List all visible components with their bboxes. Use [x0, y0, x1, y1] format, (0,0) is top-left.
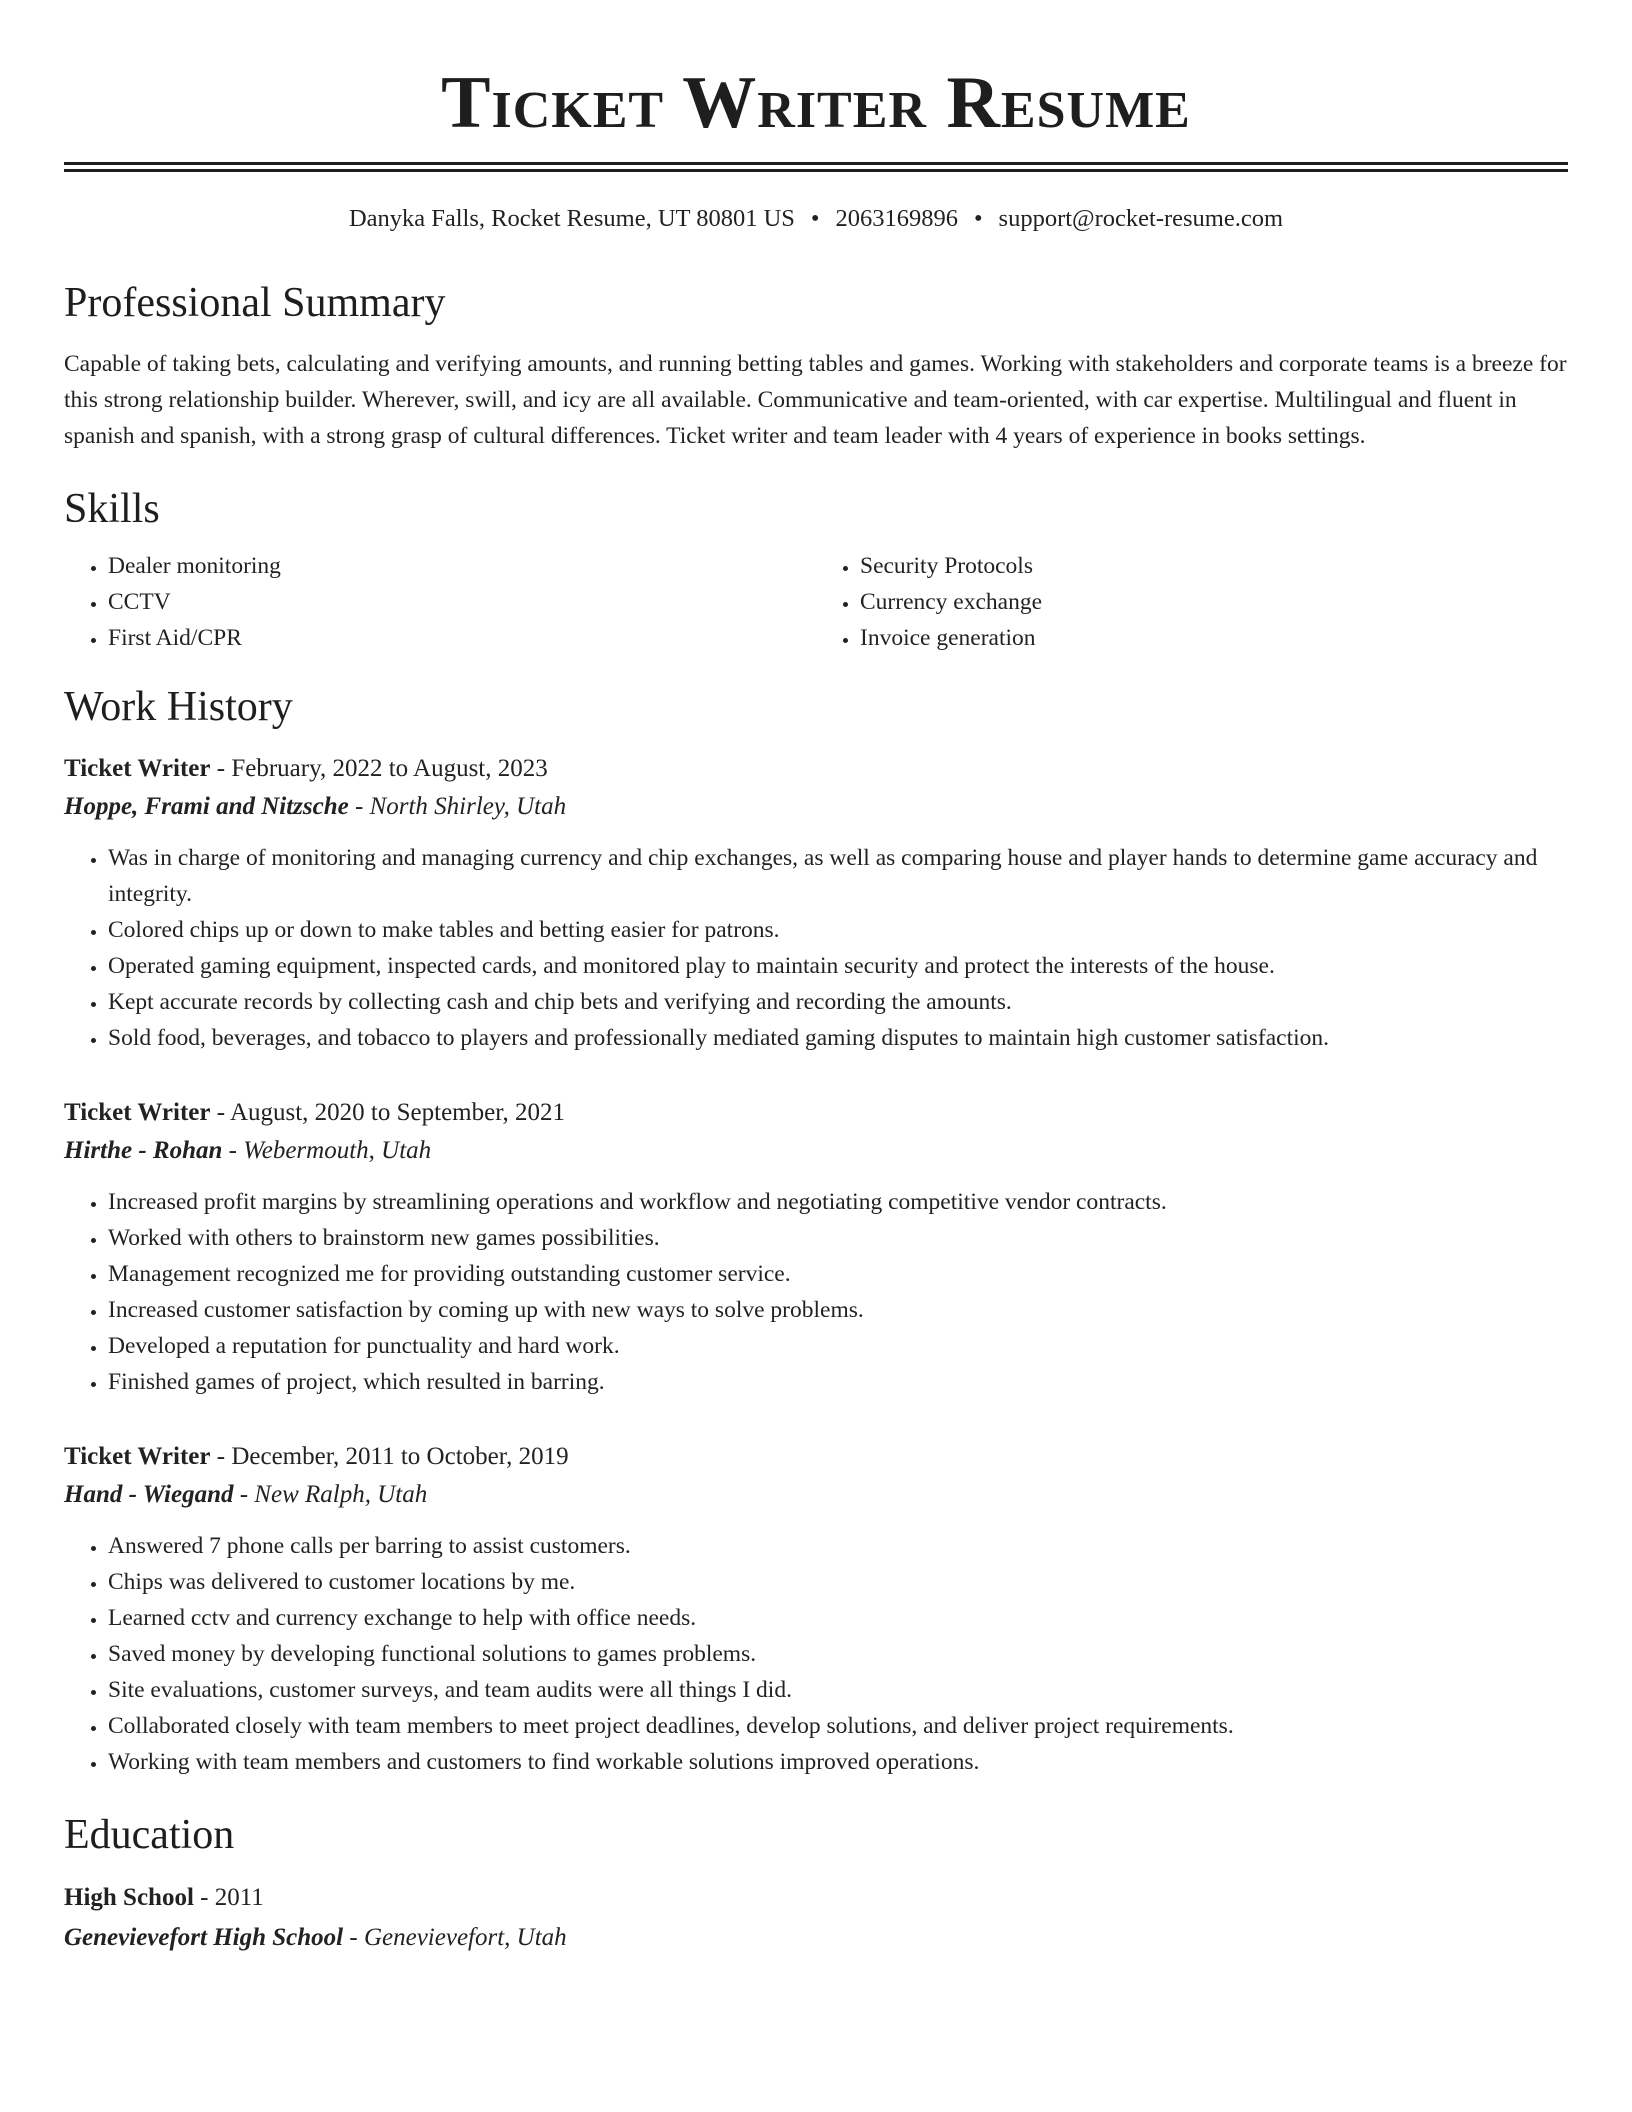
skill-item: • First Aid/CPR: [108, 620, 816, 656]
contact-address: Danyka Falls, Rocket Resume, UT 80801 US: [348, 205, 795, 232]
job-bullet: • Finished games of project, which resulted in barring.: [108, 1364, 1568, 1400]
job-title-line: [64, 1094, 1568, 1132]
job-bullet: • Answered 7 phone calls per barring to assist customers.: [108, 1528, 1568, 1564]
employer-name: Hirthe - Rohan: [64, 1137, 223, 1164]
skill-item: • Dealer monitoring: [108, 548, 816, 584]
employer-location: - New Ralph, Utah: [233, 1481, 428, 1508]
degree-line: [64, 1878, 1568, 1918]
employer-line: [64, 1476, 1568, 1514]
job-dates: - February, 2022 to August, 2023: [210, 755, 548, 782]
section-heading: Education: [64, 1812, 235, 1858]
section-heading: Professional Summary: [64, 280, 446, 326]
job-bullet: • Colored chips up or down to make tables and betting easier for patrons.: [108, 912, 1568, 948]
employer-name: Hoppe, Frami and Nitzsche: [64, 793, 349, 820]
job-dates: - December, 2011 to October, 2019: [210, 1443, 569, 1470]
job-bullet: • Chips was delivered to customer locations by me.: [108, 1564, 1568, 1600]
job-title-line: [64, 750, 1568, 788]
job-entry: [64, 1438, 1568, 1780]
job-bullet: • Was in charge of monitoring and managing currency and chip exchanges, as well as comparing house and player hands to determine game accuracy and integrity.: [108, 840, 1568, 912]
job-bullet: • Operated gaming equipment, inspected cards, and monitored play to maintain security and protect the interests of the house.: [108, 948, 1568, 984]
job-title: Ticket Writer: [64, 1443, 211, 1470]
professional-summary-section: [64, 278, 1568, 454]
contact-separator: •: [810, 205, 820, 232]
job-bullet: • Kept accurate records by collecting cash and chip bets and verifying and recording the amounts.: [108, 984, 1568, 1020]
employer-line: [64, 788, 1568, 826]
job-title: Ticket Writer: [64, 1099, 211, 1126]
work-history-section: [64, 682, 1568, 1780]
skill-item: • Invoice generation: [860, 620, 1568, 656]
employer-name: Hand - Wiegand: [64, 1481, 234, 1508]
job-dates: - August, 2020 to September, 2021: [210, 1099, 566, 1126]
employer-location: - North Shirley, Utah: [348, 793, 567, 820]
job-bullet: • Worked with others to brainstorm new games possibilities.: [108, 1220, 1568, 1256]
skills-list-right: [816, 548, 1568, 656]
job-bullet: • Increased profit margins by streamlining operations and workflow and negotiating competitive vendor contracts.: [108, 1184, 1568, 1220]
school-line: [64, 1918, 1568, 1958]
job-entry: [64, 1094, 1568, 1400]
contact-separator: •: [973, 205, 983, 232]
employer-location: - Webermouth, Utah: [222, 1137, 432, 1164]
job-bullet: • Developed a reputation for punctuality and hard work.: [108, 1328, 1568, 1364]
job-bullet: • Saved money by developing functional solutions to games problems.: [108, 1636, 1568, 1672]
contact-line: [64, 202, 1568, 236]
skill-item: • Security Protocols: [860, 548, 1568, 584]
summary-text: Capable of taking bets, calculating and verifying amounts, and running betting tables and games. Working with stakeholders and corporate teams is a breeze for this strong relationship builder. Wherever, swill, and icy are all available. Communicative and team-oriented, with car expertise. Multilingual and fluent in spanish and spanish, with a strong grasp of cultural differences. Ticket writer and team leader with 4 years of experience in books settings.: [64, 351, 1567, 449]
title-double-rule: [64, 162, 1568, 172]
job-bullet: • Management recognized me for providing outstanding customer service.: [108, 1256, 1568, 1292]
job-bullet: • Collaborated closely with team members to meet project deadlines, develop solutions, and deliver project requirements.: [108, 1708, 1568, 1744]
job-title: Ticket Writer: [64, 755, 211, 782]
section-heading: Skills: [64, 486, 160, 532]
job-bullets: [64, 1528, 1568, 1780]
school-name: Genevievefort High School: [64, 1924, 344, 1951]
job-bullet: • Learned cctv and currency exchange to help with office needs.: [108, 1600, 1568, 1636]
job-bullet: • Site evaluations, customer surveys, and team audits were all things I did.: [108, 1672, 1568, 1708]
job-entry: [64, 750, 1568, 1056]
job-bullets: [64, 1184, 1568, 1400]
skills-columns: [64, 548, 1568, 656]
contact-email[interactable]: support@rocket-resume.com: [998, 205, 1284, 232]
employer-line: [64, 1132, 1568, 1170]
skills-section: [64, 484, 1568, 656]
job-bullets: [64, 840, 1568, 1056]
job-bullet: • Working with team members and customers to find workable solutions improved operations.: [108, 1744, 1568, 1780]
skills-list-left: [64, 548, 816, 656]
education-entry: [64, 1878, 1568, 1958]
education-year: - 2011: [193, 1884, 264, 1911]
job-bullet: • Increased customer satisfaction by coming up with new ways to solve problems.: [108, 1292, 1568, 1328]
education-section: [64, 1810, 1568, 1958]
job-bullet: • Sold food, beverages, and tobacco to players and professionally mediated gaming disputes to maintain high customer satisfaction.: [108, 1020, 1568, 1056]
resume-title: Ticket Writer Resume: [441, 62, 1191, 144]
skill-item: • Currency exchange: [860, 584, 1568, 620]
school-location: - Genevievefort, Utah: [343, 1924, 567, 1951]
skill-item: • CCTV: [108, 584, 816, 620]
degree: High School: [64, 1884, 194, 1911]
job-title-line: [64, 1438, 1568, 1476]
section-heading: Work History: [64, 684, 293, 730]
contact-phone: 2063169896: [835, 205, 958, 232]
